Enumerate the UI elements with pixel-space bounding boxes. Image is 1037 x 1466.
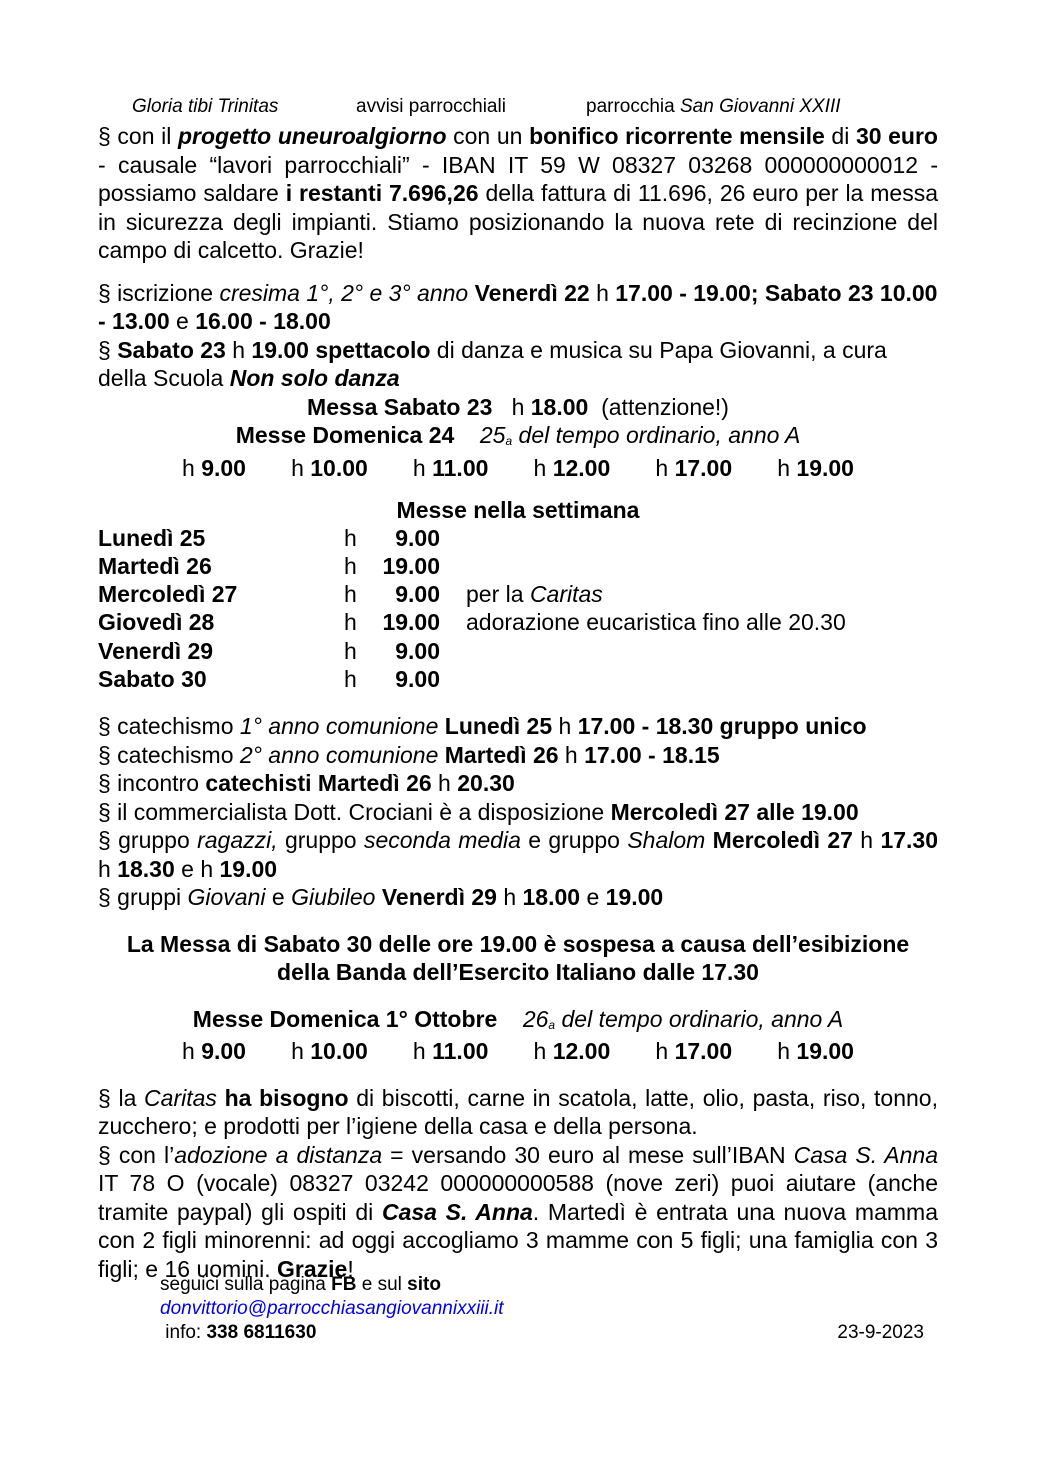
mass-time: h 12.00 [533, 454, 611, 481]
notice-catechismo-2: § catechismo 2° anno comunione Martedì 26 h 17.00 - 18.15 [98, 741, 720, 768]
mass-time: h 10.00 [291, 454, 368, 481]
table-row: Mercoledì 27 h 9.00 per la Caritas [98, 581, 603, 608]
mass-time: h 11.00 [412, 454, 489, 481]
mass-time: h 11.00 [412, 1038, 489, 1065]
email-link[interactable]: donvittorio@parrocchiasangiovannixxiii.it [160, 1298, 504, 1319]
header-parish-prefix: parrocchia [586, 96, 680, 117]
header-parish [586, 96, 841, 118]
page-header [98, 92, 938, 122]
header-motto: Gloria tibi Trinitas [132, 96, 279, 117]
header-parish-name: San Giovanni XXIII [680, 96, 841, 117]
notice-messa-sospesa: La Messa di Sabato 30 delle ore 19.00 è sospesa a causa dell’esibizione della Banda dell’Esercito Italiano dalle 17.30 [126, 930, 910, 986]
notice-gruppi-giovani: § gruppi Giovani e Giubileo Venerdì 29 h 18.00 e 19.00 [98, 884, 664, 911]
table-row: Giovedì 28 h 19.00 adorazione eucaristica fino alle 20.30 [98, 609, 846, 636]
notice-cresima: § iscrizione cresima 1°, 2° e 3° anno Venerdì 22 h 17.00 - 19.00; Sabato 23 10.00 - 13.00 e 16.00 - 18.00 [98, 279, 938, 334]
table-row: Lunedì 25 h 9.00 [98, 524, 440, 551]
notice-spettacolo: § Sabato 23 h 19.00 spettacolo di danza e musica su Papa Giovanni, a cura della Scuola Non solo danza [98, 336, 887, 391]
notice-gruppi-ragazzi: § gruppo ragazzi, gruppo seconda media e gruppo Shalom Mercoledì 27 h 17.30 h 18.30 e h 19.00 [98, 827, 938, 882]
header-title: avvisi parrocchiali [356, 96, 506, 117]
bulletin-page [98, 92, 938, 1283]
table-row: Sabato 30 h 9.00 [98, 665, 440, 692]
messe-domenica-24-title: Messe Domenica 24 $25_a$ del tempo ordinario, anno A [235, 422, 801, 448]
mass-time: h 19.00 [777, 1038, 854, 1065]
mass-time: h 17.00 [655, 454, 733, 481]
page-footer [160, 1273, 924, 1345]
mass-time: h 10.00 [291, 1038, 368, 1065]
notice-adozione: § con l’adozione a distanza = versando 30 euro al mese sull’IBAN Casa S. Anna IT 78 O (vocale) 08327 03242 000000000588 (nove zeri) puoi aiutare (anche tramite paypal) gli ospiti di Casa S. Anna. Martedì è entrata una nuova mamma con 2 figli minorenni: ad oggi accogliamo 3 mamme con 5 figli; una famiglia con 3 figli; e 16 uomini. Grazie! [98, 1141, 939, 1282]
bulletin-date: 23-9-2023 [837, 1322, 924, 1343]
messe-domenica-1-title: Messe Domenica 1° Ottobre $26_a$ del tempo ordinario, anno A [192, 1005, 844, 1032]
footer-info: info: 338 6811630 [160, 1322, 317, 1343]
messe-domenica-1-times [98, 1037, 938, 1066]
mass-time: h 9.00 [182, 1038, 246, 1065]
messa-sabato: Messa Sabato 23 h 18.00 (attenzione!) [307, 393, 729, 420]
mass-time: h 17.00 [655, 1038, 733, 1065]
messe-domenica-24-times [98, 454, 938, 483]
weekday-mass-table [98, 525, 846, 695]
settimana-title: Messe nella settimana [396, 497, 640, 523]
table-row: Martedì 26 h 19.00 [98, 552, 440, 579]
notice-progetto: § con il progetto uneuroalgiorno con un bonifico ricorrente mensile di 30 euro - causale “lavori parrocchiali” - IBAN IT 59 W 08327 03268 000000000012 - possiamo saldare i restanti 7.696,26 della fattura di 11.696, 26 euro per la messa in sicurezza degli impianti. Stiamo posizionando la nuova rete di recinzione del campo di calcetto. Grazie! [98, 123, 938, 263]
footer-follow: seguici sulla pagina FB e sul sito [160, 1274, 441, 1295]
notice-catechismo-1: § catechismo 1° anno comunione Lunedì 25 h 17.00 - 18.30 gruppo unico [98, 713, 867, 740]
mass-time: h 12.00 [533, 1038, 611, 1065]
notice-catechisti: § incontro catechisti Martedì 26 h 20.30 [98, 770, 515, 797]
table-row: Venerdì 29 h 9.00 [98, 637, 440, 664]
mass-time: h 9.00 [182, 454, 246, 481]
notice-caritas: § la Caritas ha bisogno di biscotti, carne in scatola, latte, olio, pasta, riso, tonno, zucchero; e prodotti per l’igiene della casa e della persona. [98, 1084, 938, 1140]
notice-commercialista: § il commercialista Dott. Crociani è a disposizione Mercoledì 27 alle 19.00 [98, 798, 859, 825]
mass-time: h 19.00 [777, 454, 854, 481]
